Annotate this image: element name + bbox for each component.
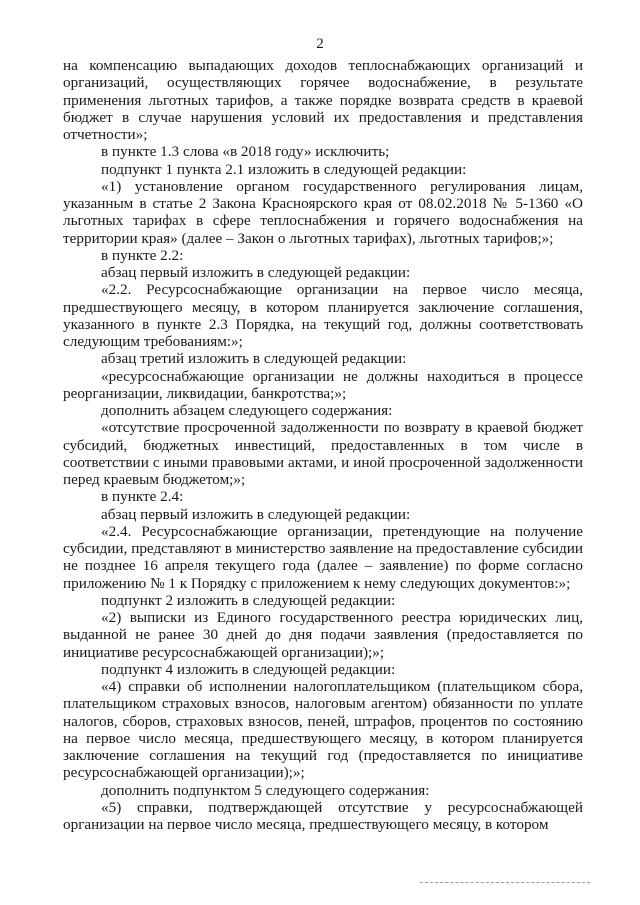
paragraph: в пункте 2.4:: [101, 488, 184, 506]
paragraph: «4) справки об исполнении налогоплательщиком (плательщиком сбора, плательщиком страховых взносов, налоговым агентом) обязанности по уплате налогов, сборов, страховых взносов, пеней, штрафов, процентов по состоянию на первое число месяца, предшествующего месяцу, в котором планируется заключение соглашения на текущий год (предоставляется по инициативе ресурсоснабжающей организации);»;: [63, 678, 583, 782]
paragraph: «5) справки, подтверждающей отсутствие у ресурсоснабжающей организации на первое число месяца, предшествующего месяцу, в котором: [63, 798, 583, 833]
paragraph: подпункт 1 пункта 2.1 изложить в следующей редакции:: [101, 160, 467, 178]
paragraph: абзац первый изложить в следующей редакции:: [101, 264, 411, 281]
paragraph: дополнить абзацем следующего содержания:: [101, 402, 393, 419]
paragraph: в пункте 1.3 слова «в 2018 году» исключить;: [101, 143, 390, 161]
paragraph: «отсутствие просроченной задолженности по возврату в краевой бюджет субсидий, бюджетных инвестиций, предоставленных в том числе в соответствии с иными правовыми актами, и иной просроченной задолженности перед краевым бюджетом;»;: [63, 419, 583, 488]
footer-divider: [420, 882, 590, 883]
paragraph: дополнить подпунктом 5 следующего содержания:: [101, 781, 430, 799]
paragraph: «2.4. Ресурсоснабжающие организации, претендующие на получение субсидии, представляют в министерство заявление на предоставление субсидии не позднее 16 апреля текущего года (далее – заявление) по форме согласно приложению № 1 к Порядку с приложением к нему следующих документов:»;: [63, 522, 583, 592]
paragraph: в пункте 2.2:: [101, 246, 184, 264]
paragraph: «1) установление органом государственного регулирования лицам, указанным в статье 2 Закона Красноярского края от 08.02.2018 № 5-1360 «О льготных тарифах в сфере теплоснабжения и горячего водоснабжения на территории края» (далее – Закон о льготных тарифах), льготных тарифов;»;: [63, 177, 583, 247]
paragraph: подпункт 2 изложить в следующей редакции:: [101, 591, 396, 609]
paragraph: «2.2. Ресурсоснабжающие организации на первое число месяца, предшествующего месяцу, в котором планируется заключение соглашения, указанного в пункте 2.3 Порядка, на текущий год, должны соответствовать следующим требованиям:»;: [63, 281, 583, 350]
paragraph: абзац первый изложить в следующей редакции:: [101, 505, 411, 523]
page-number: 2: [316, 36, 324, 52]
paragraph: подпункт 4 изложить в следующей редакции:: [101, 660, 396, 678]
paragraph: абзац третий изложить в следующей редакции:: [101, 350, 407, 368]
paragraph: на компенсацию выпадающих доходов теплоснабжающих организаций и организаций, осуществляющих горячее водоснабжение, в результате применения льготных тарифов, а также порядке возврата средств в краевой бюджет в случае нарушения условий их предоставления и представления отчетности»;: [63, 57, 583, 143]
paragraph: «ресурсоснабжающие организации не должны находиться в процессе реорганизации, ликвидации, банкротства;»;: [63, 367, 583, 402]
document-body: [63, 57, 583, 833]
paragraph: «2) выписки из Единого государственного реестра юридических лиц, выданной не ранее 30 дней до дня подачи заявления (предоставляется по инициативе ресурсоснабжающей организации);»;: [63, 609, 583, 661]
